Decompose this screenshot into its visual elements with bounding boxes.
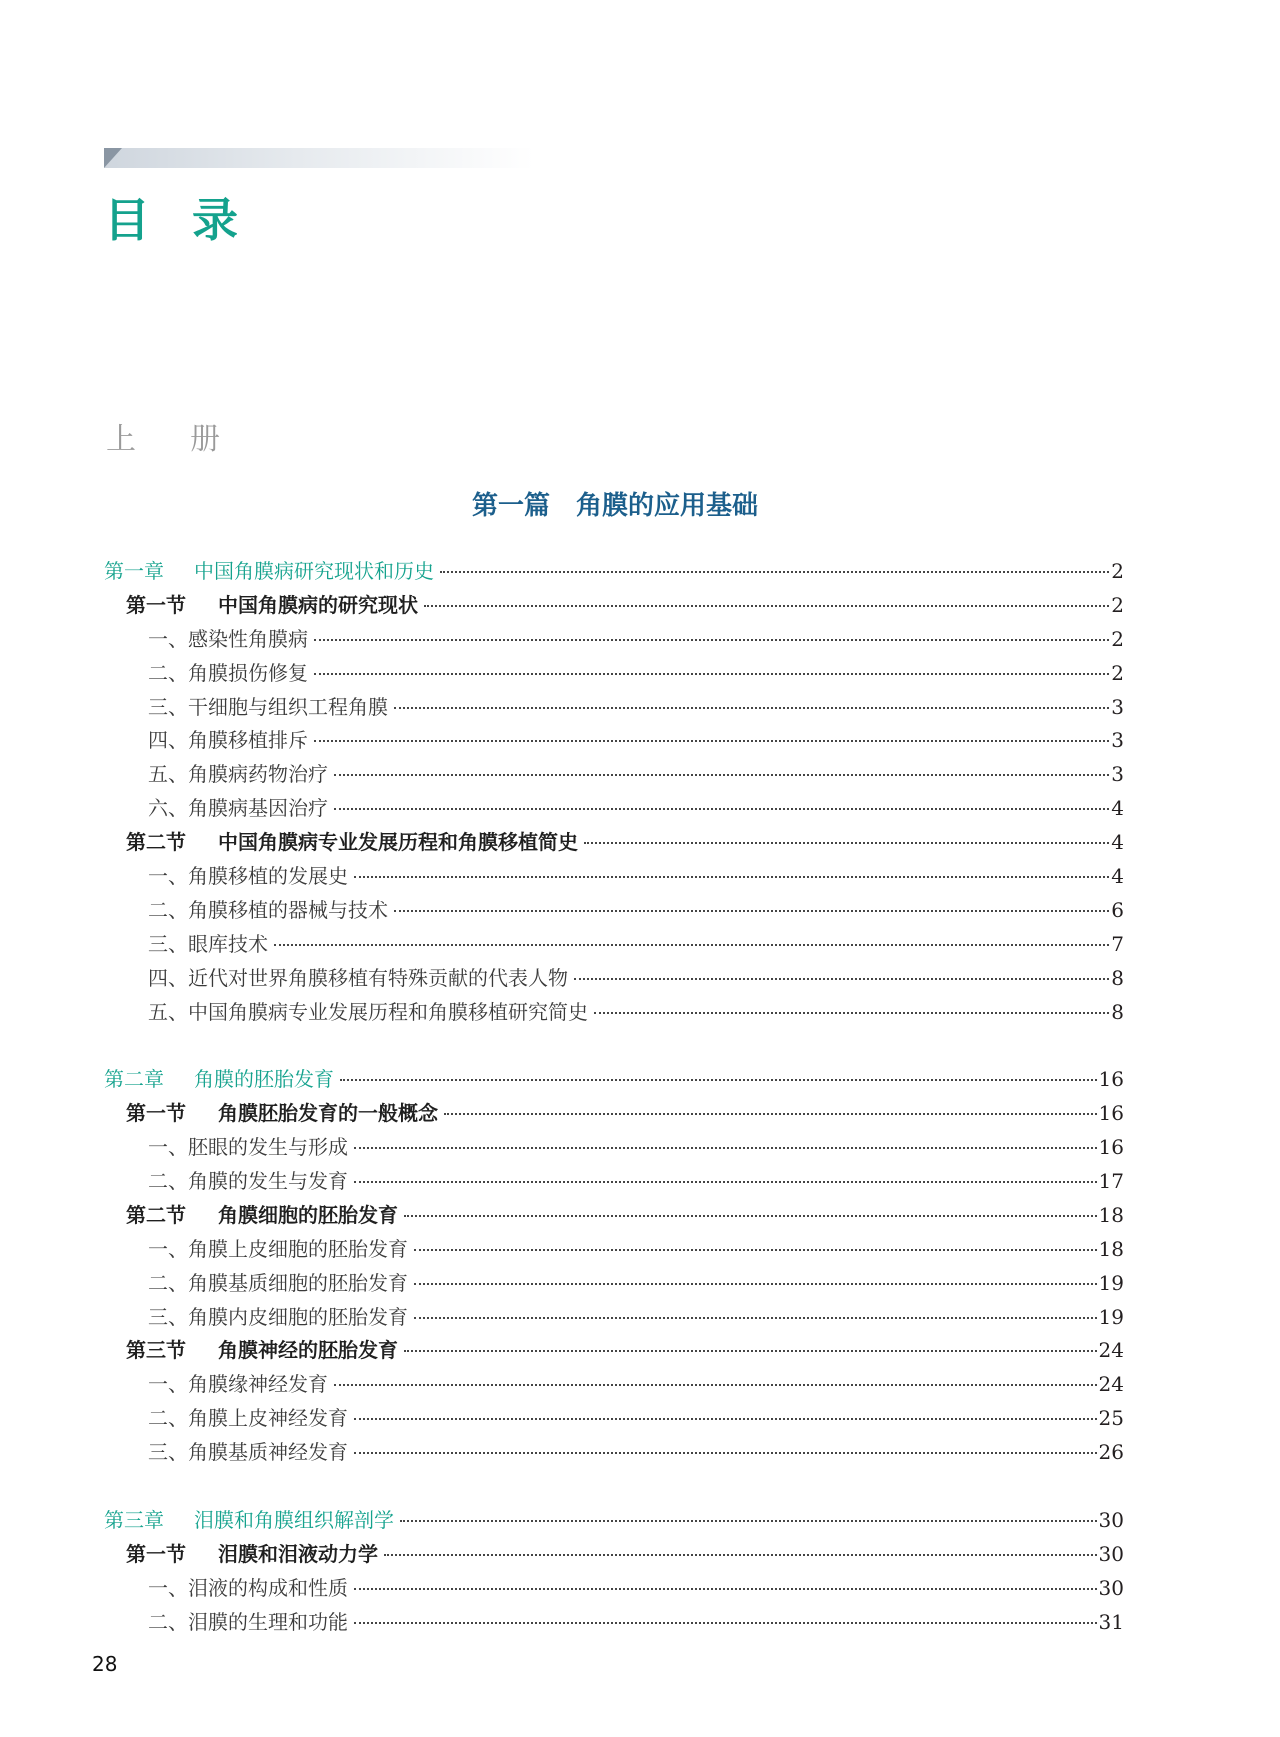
toc-item-row[interactable] xyxy=(104,1572,1124,1606)
dot-leader xyxy=(314,673,1109,675)
chapter-title: 中国角膜病研究现状和历史 xyxy=(194,559,434,583)
page-ref: 2 xyxy=(1111,592,1124,617)
toc-item-row[interactable] xyxy=(104,792,1124,826)
item-label: 二、角膜基质细胞的胚胎发育 xyxy=(148,1270,408,1295)
page-title-part2: 录 xyxy=(192,193,240,247)
toc-item-row[interactable] xyxy=(104,1131,1124,1165)
page-ref: 3 xyxy=(1111,694,1124,719)
item-label: 二、角膜上皮神经发育 xyxy=(148,1406,348,1431)
chapter-number: 第一章 xyxy=(104,559,164,583)
section-title: 角膜胚胎发育的一般概念 xyxy=(218,1101,438,1126)
page-ref: 19 xyxy=(1098,1304,1124,1329)
chapter-number: 第三章 xyxy=(104,1507,164,1532)
toc-section-row[interactable] xyxy=(104,826,1124,860)
item-label: 四、角膜移植排斥 xyxy=(148,728,308,753)
section-title: 泪膜和泪液动力学 xyxy=(218,1541,378,1566)
dot-leader xyxy=(334,1384,1097,1386)
page-ref: 3 xyxy=(1111,728,1124,753)
toc-section-row[interactable] xyxy=(104,1199,1124,1233)
toc-item-row[interactable] xyxy=(104,1436,1124,1470)
toc-item-row[interactable] xyxy=(104,1165,1124,1199)
toc-item-row[interactable] xyxy=(104,1606,1124,1640)
section-label xyxy=(126,1097,442,1131)
toc-item-row[interactable] xyxy=(104,1233,1124,1267)
item-label: 一、胚眼的发生与形成 xyxy=(148,1135,348,1160)
dot-leader xyxy=(354,1622,1097,1624)
toc-chapter-row[interactable] xyxy=(104,555,1124,589)
page-ref: 24 xyxy=(1098,1372,1124,1397)
dot-leader xyxy=(400,1520,1097,1522)
section-label xyxy=(126,1199,402,1233)
volume-label-part1: 上 xyxy=(106,422,136,457)
chapter-label xyxy=(104,1504,398,1538)
item-label: 二、角膜的发生与发育 xyxy=(148,1169,348,1194)
dot-leader xyxy=(424,605,1109,607)
chapter-spacer xyxy=(104,1029,1124,1063)
page-ref: 19 xyxy=(1098,1270,1124,1295)
item-label: 三、角膜基质神经发育 xyxy=(148,1440,348,1465)
toc-item-row[interactable] xyxy=(104,691,1124,725)
dot-leader xyxy=(594,1012,1109,1014)
item-label: 五、角膜病药物治疗 xyxy=(148,762,328,787)
page-ref: 18 xyxy=(1098,1202,1124,1227)
dot-leader xyxy=(440,571,1109,573)
dot-leader xyxy=(354,1147,1097,1149)
page-ref: 3 xyxy=(1111,762,1124,787)
page-ref: 7 xyxy=(1111,931,1124,956)
page-ref: 16 xyxy=(1098,1135,1124,1160)
page-ref: 30 xyxy=(1098,1507,1124,1532)
page-ref: 6 xyxy=(1111,897,1124,922)
title-decoration-band xyxy=(104,148,534,168)
page-title xyxy=(104,192,240,248)
volume-label-part2: 册 xyxy=(190,422,220,457)
dot-leader xyxy=(274,944,1109,946)
section-label xyxy=(126,589,422,623)
page-ref: 26 xyxy=(1098,1440,1124,1465)
section-title: 角膜神经的胚胎发育 xyxy=(218,1338,398,1363)
section-label xyxy=(126,1538,382,1572)
item-label: 三、眼库技术 xyxy=(148,931,268,956)
dot-leader xyxy=(354,1181,1097,1183)
item-label: 六、角膜病基因治疗 xyxy=(148,796,328,821)
page-ref: 4 xyxy=(1111,830,1124,855)
dot-leader xyxy=(314,740,1109,742)
toc-item-row[interactable] xyxy=(104,1301,1124,1335)
page-ref: 31 xyxy=(1098,1609,1124,1634)
item-label: 一、角膜缘神经发育 xyxy=(148,1372,328,1397)
dot-leader xyxy=(404,1215,1097,1217)
page-ref: 2 xyxy=(1111,626,1124,651)
item-label: 五、中国角膜病专业发展历程和角膜移植研究简史 xyxy=(148,999,588,1024)
part-number: 第一篇 xyxy=(471,491,550,521)
page-ref: 24 xyxy=(1098,1338,1124,1363)
item-label: 二、角膜损伤修复 xyxy=(148,660,308,685)
dot-leader xyxy=(574,978,1109,980)
dot-leader xyxy=(354,876,1109,878)
section-number: 第一节 xyxy=(126,592,186,617)
section-title: 角膜细胞的胚胎发育 xyxy=(218,1202,398,1227)
section-label xyxy=(126,826,582,860)
dot-leader xyxy=(414,1283,1097,1285)
item-label: 三、干细胞与组织工程角膜 xyxy=(148,694,388,719)
toc-chapter-row[interactable] xyxy=(104,1063,1124,1097)
toc-section-row[interactable] xyxy=(104,1097,1124,1131)
dot-leader xyxy=(414,1249,1097,1251)
item-label: 一、角膜上皮细胞的胚胎发育 xyxy=(148,1236,408,1261)
dot-leader xyxy=(394,910,1109,912)
toc-item-row[interactable] xyxy=(104,1267,1124,1301)
toc-section-row[interactable] xyxy=(104,589,1124,623)
item-label: 二、角膜移植的器械与技术 xyxy=(148,897,388,922)
title-decoration-triangle xyxy=(104,148,122,168)
page-ref: 30 xyxy=(1098,1575,1124,1600)
dot-leader xyxy=(394,707,1109,709)
chapter-spacer xyxy=(104,1470,1124,1504)
page-ref: 18 xyxy=(1098,1236,1124,1261)
section-number: 第三节 xyxy=(126,1338,186,1363)
section-title: 中国角膜病专业发展历程和角膜移植简史 xyxy=(218,830,578,855)
page-ref: 25 xyxy=(1098,1406,1124,1431)
dot-leader xyxy=(444,1113,1097,1115)
chapter-title: 角膜的胚胎发育 xyxy=(194,1067,334,1092)
page-ref: 30 xyxy=(1098,1541,1124,1566)
volume-label xyxy=(106,420,220,460)
dot-leader xyxy=(354,1588,1097,1590)
part-name: 角膜的应用基础 xyxy=(576,491,759,521)
item-label: 一、泪液的构成和性质 xyxy=(148,1575,348,1600)
dot-leader xyxy=(334,808,1109,810)
toc-item-row[interactable] xyxy=(104,1368,1124,1402)
dot-leader xyxy=(340,1079,1097,1081)
chapter-title: 泪膜和角膜组织解剖学 xyxy=(194,1507,394,1532)
section-number: 第二节 xyxy=(126,1202,186,1227)
toc-item-row[interactable] xyxy=(104,758,1124,792)
toc-section-row[interactable] xyxy=(104,1334,1124,1368)
dot-leader xyxy=(334,774,1109,776)
chapter-label xyxy=(104,1063,338,1097)
dot-leader xyxy=(354,1418,1097,1420)
section-number: 第二节 xyxy=(126,830,186,855)
dot-leader xyxy=(584,842,1109,844)
dot-leader xyxy=(384,1554,1097,1556)
section-label xyxy=(126,1334,402,1368)
toc-item-row[interactable] xyxy=(104,1402,1124,1436)
page-ref: 2 xyxy=(1111,559,1124,583)
toc-section-row[interactable] xyxy=(104,1538,1124,1572)
toc-item-row[interactable] xyxy=(104,860,1124,894)
chapter-label xyxy=(104,555,438,589)
table-of-contents xyxy=(104,555,1124,1640)
page-number: 28 xyxy=(92,1652,118,1676)
toc-item-row[interactable] xyxy=(104,894,1124,928)
toc-chapter-row[interactable] xyxy=(104,1504,1124,1538)
item-label: 一、感染性角膜病 xyxy=(148,626,308,651)
page-ref: 16 xyxy=(1098,1101,1124,1126)
page-title-part1: 目 xyxy=(104,193,152,247)
page-ref: 16 xyxy=(1098,1067,1124,1092)
dot-leader xyxy=(354,1452,1097,1454)
page-ref: 8 xyxy=(1111,965,1124,990)
item-label: 二、泪膜的生理和功能 xyxy=(148,1609,348,1634)
page-ref: 17 xyxy=(1098,1169,1124,1194)
chapter-number: 第二章 xyxy=(104,1067,164,1092)
item-label: 一、角膜移植的发展史 xyxy=(148,864,348,889)
item-label: 四、近代对世界角膜移植有特殊贡献的代表人物 xyxy=(148,965,568,990)
page-ref: 4 xyxy=(1111,864,1124,889)
toc-item-row[interactable] xyxy=(104,962,1124,996)
dot-leader xyxy=(314,639,1109,641)
item-label: 三、角膜内皮细胞的胚胎发育 xyxy=(148,1304,408,1329)
section-number: 第一节 xyxy=(126,1541,186,1566)
toc-item-row[interactable] xyxy=(104,623,1124,657)
part-heading xyxy=(0,488,1230,524)
page-ref: 2 xyxy=(1111,660,1124,685)
toc-item-row[interactable] xyxy=(104,657,1124,691)
page-ref: 4 xyxy=(1111,796,1124,821)
toc-item-row[interactable] xyxy=(104,928,1124,962)
page-ref: 8 xyxy=(1111,999,1124,1024)
section-title: 中国角膜病的研究现状 xyxy=(218,592,418,617)
dot-leader xyxy=(404,1350,1097,1352)
toc-item-row[interactable] xyxy=(104,996,1124,1030)
toc-item-row[interactable] xyxy=(104,724,1124,758)
dot-leader xyxy=(414,1317,1097,1319)
section-number: 第一节 xyxy=(126,1101,186,1126)
